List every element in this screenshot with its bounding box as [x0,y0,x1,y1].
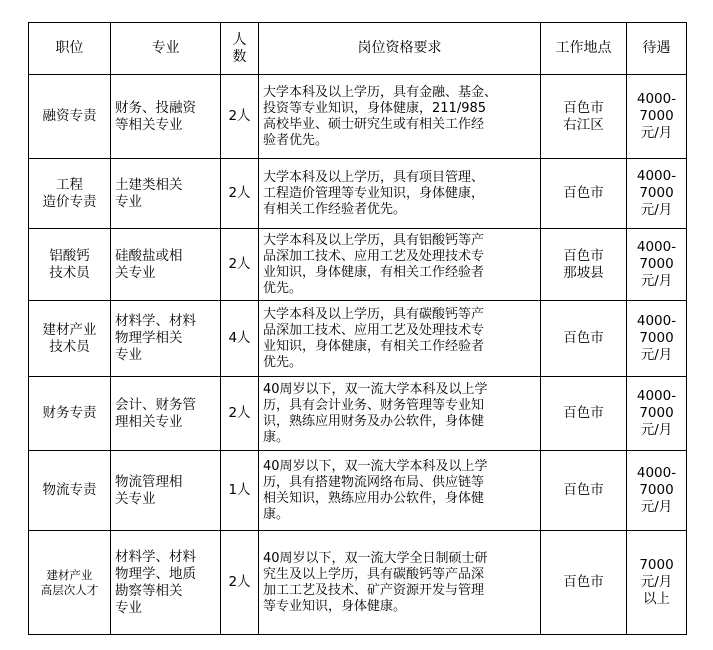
header-location: 工作地点 [541,23,627,75]
requirements-cell: 大学本科及以上学历，具有金融、基金、 投资等专业知识，身体健康，211/985 高校毕业、硕士研究生或有相关工作经 验者优先。 [259,75,541,159]
table-row [29,75,687,159]
requirements-cell: 40周岁以下，双一流大学全日制硕士研 究生及以上学历，具有碳酸钙等产品深 加工工艺及技术、矿产资源开发与管理 等专业知识，身体健康。 [259,531,541,635]
table-row [29,159,687,229]
requirements-cell: 大学本科及以上学历，具有碳酸钙等产 品深加工技术、应用工艺及处理技术专 业知识，身体健康，有相关工作经验者 优先。 [259,301,541,377]
requirements-cell: 大学本科及以上学历，具有项目管理、 工程造价管理等专业知识，身体健康， 有相关工作经验者优先。 [259,159,541,229]
position-cell: 铝酸钙 技术员 [29,229,111,301]
position-cell: 建材产业 高层次人才 [29,531,111,635]
table-row [29,531,687,635]
requirements-cell: 大学本科及以上学历，具有铝酸钙等产 品深加工技术、应用工艺及处理技术专 业知识，身体健康，有相关工作经验者 优先。 [259,229,541,301]
table-row [29,451,687,531]
requirements-cell: 40周岁以下，双一流大学本科及以上学 历，具有搭建物流网络布局、供应链等 相关知识，熟练应用办公软件，身体健 康。 [259,451,541,531]
salary-cell: 4000- 7000 元/月 [627,75,687,159]
major-cell: 材料学、材料 物理学相关 专业 [111,301,221,377]
major-cell: 财务、投融资 等相关专业 [111,75,221,159]
position-cell: 财务专责 [29,377,111,451]
location-cell: 百色市 [541,301,627,377]
header-count: 人 数 [221,23,259,75]
count-cell: 2人 [221,159,259,229]
header-major: 专业 [111,23,221,75]
count-cell: 2人 [221,75,259,159]
job-positions-table [28,22,687,635]
major-cell: 土建类相关 专业 [111,159,221,229]
major-cell: 物流管理相 关专业 [111,451,221,531]
count-cell: 2人 [221,229,259,301]
major-cell: 硅酸盐或相 关专业 [111,229,221,301]
header-row [29,23,687,75]
salary-cell: 4000- 7000 元/月 [627,377,687,451]
count-cell: 2人 [221,531,259,635]
table-row [29,377,687,451]
location-cell: 百色市 [541,159,627,229]
major-cell: 材料学、材料 物理学、地质 勘察等相关 专业 [111,531,221,635]
position-cell: 物流专责 [29,451,111,531]
count-cell: 2人 [221,377,259,451]
salary-cell: 4000- 7000 元/月 [627,159,687,229]
salary-cell: 4000- 7000 元/月 [627,451,687,531]
position-cell: 融资专责 [29,75,111,159]
salary-cell: 7000 元/月 以上 [627,531,687,635]
count-cell: 4人 [221,301,259,377]
header-position: 职位 [29,23,111,75]
location-cell: 百色市 那坡县 [541,229,627,301]
count-cell: 1人 [221,451,259,531]
major-cell: 会计、财务管 理相关专业 [111,377,221,451]
location-cell: 百色市 右江区 [541,75,627,159]
table-row [29,301,687,377]
location-cell: 百色市 [541,451,627,531]
header-requirements: 岗位资格要求 [259,23,541,75]
header-salary: 待遇 [627,23,687,75]
table-row [29,229,687,301]
salary-cell: 4000- 7000 元/月 [627,301,687,377]
location-cell: 百色市 [541,377,627,451]
position-cell: 工程 造价专责 [29,159,111,229]
position-cell: 建材产业 技术员 [29,301,111,377]
requirements-cell: 40周岁以下，双一流大学本科及以上学 历，具有会计业务、财务管理等专业知 识，熟练应用财务及办公软件，身体健 康。 [259,377,541,451]
location-cell: 百色市 [541,531,627,635]
salary-cell: 4000- 7000 元/月 [627,229,687,301]
